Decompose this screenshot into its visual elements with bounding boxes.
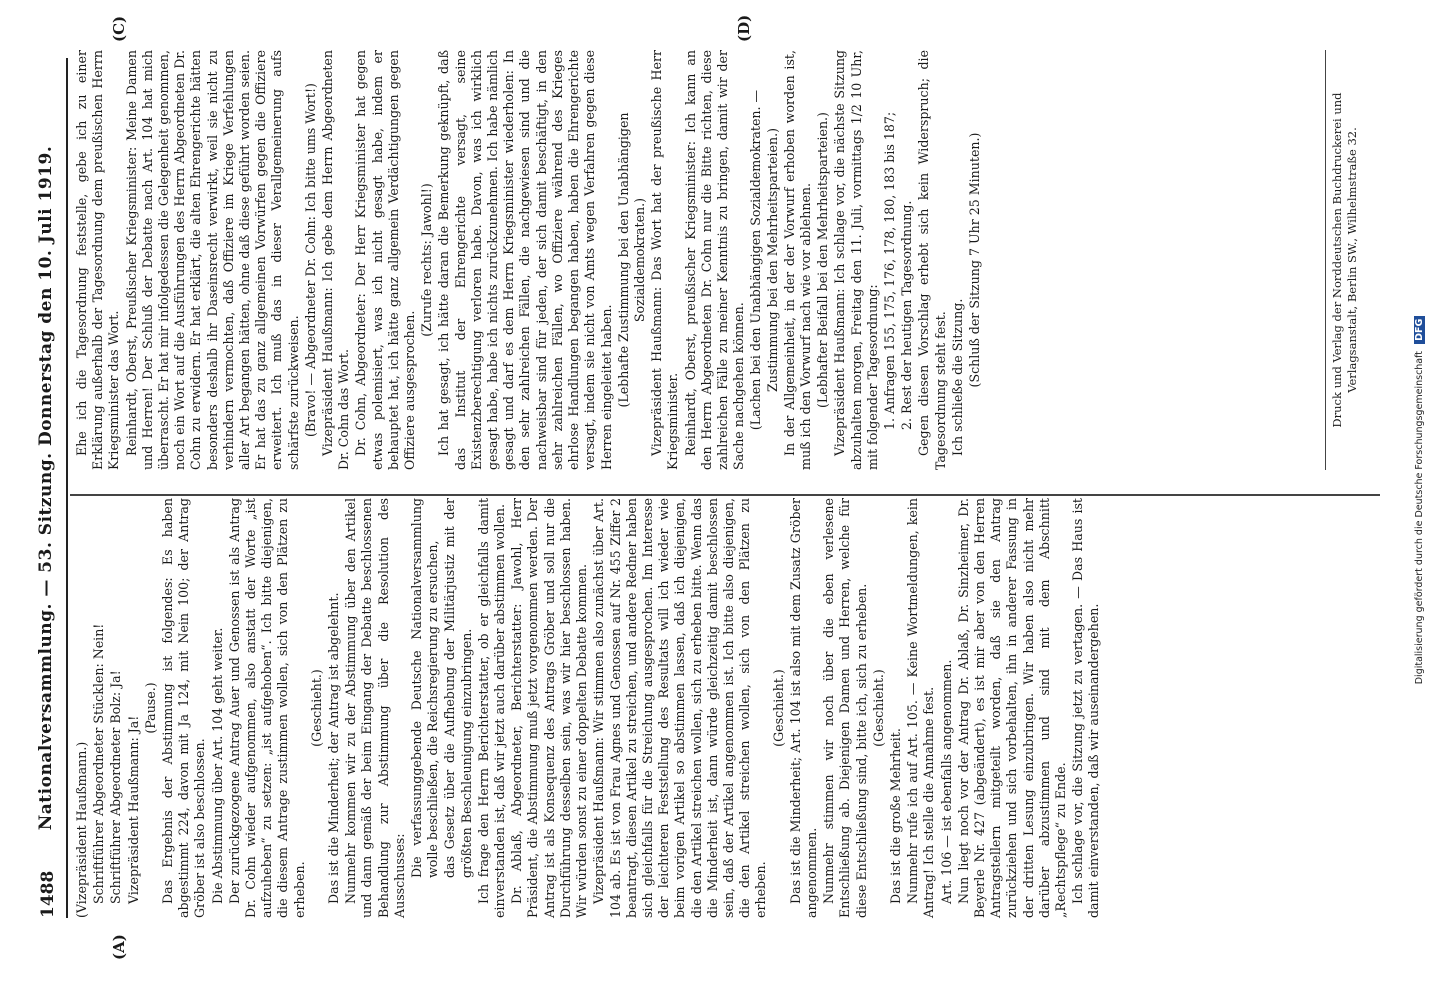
paragraph: Schriftführer Abgeordneter Stücklen: Nein! — [91, 623, 107, 904]
paragraph: Vizepräsident Haußmann: Ich gebe dem Herrn Abgeordneten Dr. Cohn das Wort. — [320, 50, 352, 470]
paragraph: Nun liegt noch vor der Antrag Dr. Ablaß, Dr. Sinzheimer, Dr. Beyerle Nr. 427 (abgeändert), es ist mir aber von den Herren Antragstellern mitgeteilt worden, daß sie den Antrag zurückziehen und sich vorbehalten, ihn in anderer Fassung in der dritten Lesung einzubringen. Wir haben also nicht mehr darüber abzustimmen und sind mit dem Abschnitt „Rechtspflege“ zu Ende. — [955, 498, 1068, 918]
paragraph: das Gesetz über die Aufhebung der Militärjustiz mit der größten Beschleunigung einzubringen. — [442, 498, 474, 878]
dfg-note-text: Digitalisierung gefördert durch die Deutsche Forschungsgemeinschaft — [1414, 350, 1425, 685]
paragraph: Ich hat gesagt, ich hätte daran die Bemerkung geknüpft, daß das Institut der Ehrengerichte versagt, seine Existenzberechtigung verloren habe. Davon, was ich wirklich gesagt habe, habe ich nichts zurückzunehmen. Ich habe nämlich gesagt und darf es dem Herrn Kriegsminister wiederholen: In den sehr zahlreichen Fällen, die nachgewiesen sind und die nachweisbar sind für jeden, der sich damit beschäftigt, in den sehr zahlreichen Fällen, wo Offiziere während des Krieges ehrlose Handlungen begangen haben, haben die Ehrengerichte versagt, indem sie nicht von Amts wegen Verfahren gegen diese Herren eingeleitet haben. — [436, 50, 614, 470]
paragraph: Der zurückgezogene Antrag Auer und Genossen ist als Antrag Dr. Cohn wieder aufgenommen, also anstatt der Worte „ist aufzuheben“ zu setzen: „ist aufgehoben“. Ich bitte diejenigen, die diesem Antrage zustimmen wollen, sich von den Plätzen zu erheben. — [226, 498, 307, 918]
paragraph: (Bravo! — Abgeordneter Dr. Cohn: Ich bitte ums Wort!) — [302, 83, 318, 437]
paragraph: (Vizepräsident Haußmann.) — [74, 741, 89, 918]
paragraph: Die verfassunggebende Deutsche Nationalversammlung wolle beschließen, die Reichsregierung zu ersuchen, — [409, 498, 441, 878]
paragraph: 1. Anfragen 155, 175, 176, 178, 180, 183 bis 187; — [881, 111, 897, 430]
margin-marker-a: (A) — [110, 934, 128, 960]
paragraph: (Pause.) — [142, 682, 158, 734]
paragraph: Das ist die Minderheit; der Antrag ist abgelehnt. — [326, 592, 342, 904]
paragraph: Ich schlage vor, die Sitzung jetzt zu vertagen. — Das Haus ist damit einverstanden, daß wir auseinandergehen. — [1070, 498, 1102, 918]
paragraph: Nunmehr rufe ich auf Art. 105. — Keine Wortmeldungen, kein Antrag! Ich stelle die Annahme fest. — [905, 498, 937, 918]
paragraph: Reinhardt, Oberst, preußischer Kriegsminister: Ich kann an den Herrn Abgeordneten Dr. Cohn nur die Bitte richten, diese zahlreichen Fälle zu meiner Kenntnis zu bringen, damit wir der Sache nachgehen können. — [682, 50, 747, 470]
paragraph: (Lachen bei den Unabhängigen Sozialdemokraten. — Zustimmung bei den Mehrheitsparteien.) — [748, 89, 780, 431]
left-column — [74, 498, 1104, 918]
paragraph: (Lebhafter Beifall bei den Mehrheitsparteien.) — [815, 112, 831, 408]
margin-marker-c: (C) — [110, 15, 128, 42]
right-column — [74, 50, 984, 470]
margin-marker-d: (D) — [735, 14, 753, 42]
paragraph: Dr. Cohn, Abgeordneter: Der Herr Kriegsminister hat gegen etwas polemisiert, was ich nicht gesagt habe, indem er behauptet hat, ich hätte ganz allgemein Verdächtigungen gegen Offiziere ausgesprochen. — [353, 50, 418, 470]
paragraph: 2. Rest der heutigen Tagesordnung. — [899, 200, 915, 430]
column-divider — [70, 494, 1380, 496]
paragraph: (Geschieht.) — [870, 669, 886, 747]
paragraph: Vizepräsident Haußmann: Ja! — [125, 715, 141, 904]
dfg-logo: DFG — [1414, 316, 1425, 344]
paragraph: Dr. Ablaß, Abgeordneter, Berichterstatter: Jawohl, Herr Präsident, die Abstimmung muß jetzt vorgenommen werden. Der Antrag ist als Konsequenz des Antrags Gröber und soll nur die Durchführung desselben sein, was wir hier beschlossen haben. Wir würden sonst zu einer doppelten Debatte kommen. — [509, 498, 590, 918]
paragraph: Art. 106 — ist ebenfalls angenommen. — [938, 659, 954, 904]
paragraph: Das ist die Minderheit; Art. 104 ist also mit dem Zusatz Gröber angenommen. — [787, 498, 819, 918]
paragraph: Vizepräsident Haußmann: Das Wort hat der preußische Herr Kriegsminister. — [649, 50, 681, 470]
paragraph: Das Ergebnis der Abstimmung ist folgendes: Es haben abgestimmt 224, davon mit Ja 124, mit Nein 100; der Antrag Gröber ist also beschlossen. — [160, 498, 208, 918]
paragraph: Nunmehr kommen wir zu der Abstimmung über den Artikel und dann gemäß der beim Eingang der Debatte beschlossenen Behandlung zur Abstimmung über die Resolution des Ausschusses: — [343, 498, 407, 918]
paragraph: In der Allgemeinheit, in der der Vorwurf erhoben worden ist, muß ich den Vorwurf nach wie vor ablehnen. — [781, 50, 813, 470]
paragraph: (Geschieht.) — [770, 669, 786, 747]
page-number: 1488 — [38, 870, 58, 918]
paragraph: Gegen diesen Vorschlag erhebt sich kein Widerspruch; die Tagesordnung steht fest. — [916, 50, 948, 470]
imprint: Druck und Verlag der Norddeutschen Buchdruckerei und Verlagsanstalt, Berlin SW., Wilhelmstraße 32. — [1325, 50, 1360, 470]
paragraph: Ich frage den Herrn Berichterstatter, ob er gleichfalls damit einverstanden ist, daß wir jetzt auch darüber abstimmen wollen. — [475, 498, 508, 918]
paragraph: (Lebhafte Zustimmung bei den Unabhängigen Sozialdemokraten.) — [615, 112, 647, 408]
dfg-note — [1414, 0, 1430, 1000]
paragraph: Ehe ich die Tagesordnung feststelle, gebe ich zu einer Erklärung außerhalb der Tagesordnung dem preußischen Herrn Kriegsminister das Wort. — [74, 50, 122, 470]
paragraph: (Schluß der Sitzung 7 Uhr 25 Minuten.) — [966, 132, 982, 388]
paragraph: (Zurufe rechts: Jawohl!) — [419, 183, 435, 337]
paragraph: Vizepräsident Haußmann: Wir stimmen also zunächst über Art. 104 ab. Es ist von Frau Agnes und Genossen auf Nr. 455 Ziffer 2 beantragt, diesen Artikel zu streichen, und andere Redner haben sich gleichfalls für die Streichung ausgesprochen. Im Interesse der leichteren Feststellung des Resultats will ich wieder wie beim vorigen Artikel so abstimmen lassen, daß ich diejenigen, die den Artikel streichen wollen, sich zu erheben bitte. Wenn das die Minderheit ist, dann würde gleichzeitig damit beschlossen sein, daß der Artikel angenommen ist. Ich bitte also diejenigen, die den Artikel streichen wollen, sich von den Plätzen zu erheben. — [591, 498, 769, 918]
paragraph: (Geschieht.) — [308, 669, 324, 747]
paragraph: Schriftführer Abgeordneter Bolz: Ja! — [108, 670, 124, 904]
paragraph: Ich schließe die Sitzung. — [949, 298, 965, 456]
paragraph: Die Abstimmung über Art. 104 geht weiter. — [209, 627, 225, 904]
paragraph: Vizepräsident Haußmann: Ich schlage vor, die nächste Sitzung abzuhalten morgen, Freitag den 11. Juli, vormittags 1/2 10 Uhr, mit folgender Tagesordnung: — [832, 50, 880, 470]
paragraph: Das ist die große Mehrheit. — [887, 728, 903, 904]
page-title: Nationalversammlung. — 53. Sitzung. Donnerstag den 10. Juli 1919. — [36, 145, 56, 831]
paragraph: Reinhardt, Oberst, Preußischer Kriegsminister: Meine Damen und Herren! Der Schluß der Debatte nach Art. 104 hat mich überrascht. Er hat mir infolgedessen die Gelegenheit genommen, noch ein Wort auf die Ausführungen des Herrn Abgeordneten Dr. Cohn zu erwidern. Er hat erklärt, die alten Ehrengerichte hätten besonders deshalb ihr Daseinsrecht verwirkt, weil sie nicht zu verhindern vermochten, daß Offiziere im Kriege Verfehlungen aller Art begangen hätten, ohne daß diese geführt worden seien. Er hat das zu ganz allgemeinen Vorwürfen gegen die Offiziere erweitert. Ich muß das in dieser Verallgemeinerung aufs schärfste zurückweisen. — [123, 50, 301, 470]
page-header — [30, 58, 68, 918]
paragraph: Nunmehr stimmen wir noch über die eben verlesene Entschließung ab. Diejenigen Damen und Herren, welche für diese Entschließung sind, bitte ich, sich zu erheben. — [821, 498, 869, 918]
